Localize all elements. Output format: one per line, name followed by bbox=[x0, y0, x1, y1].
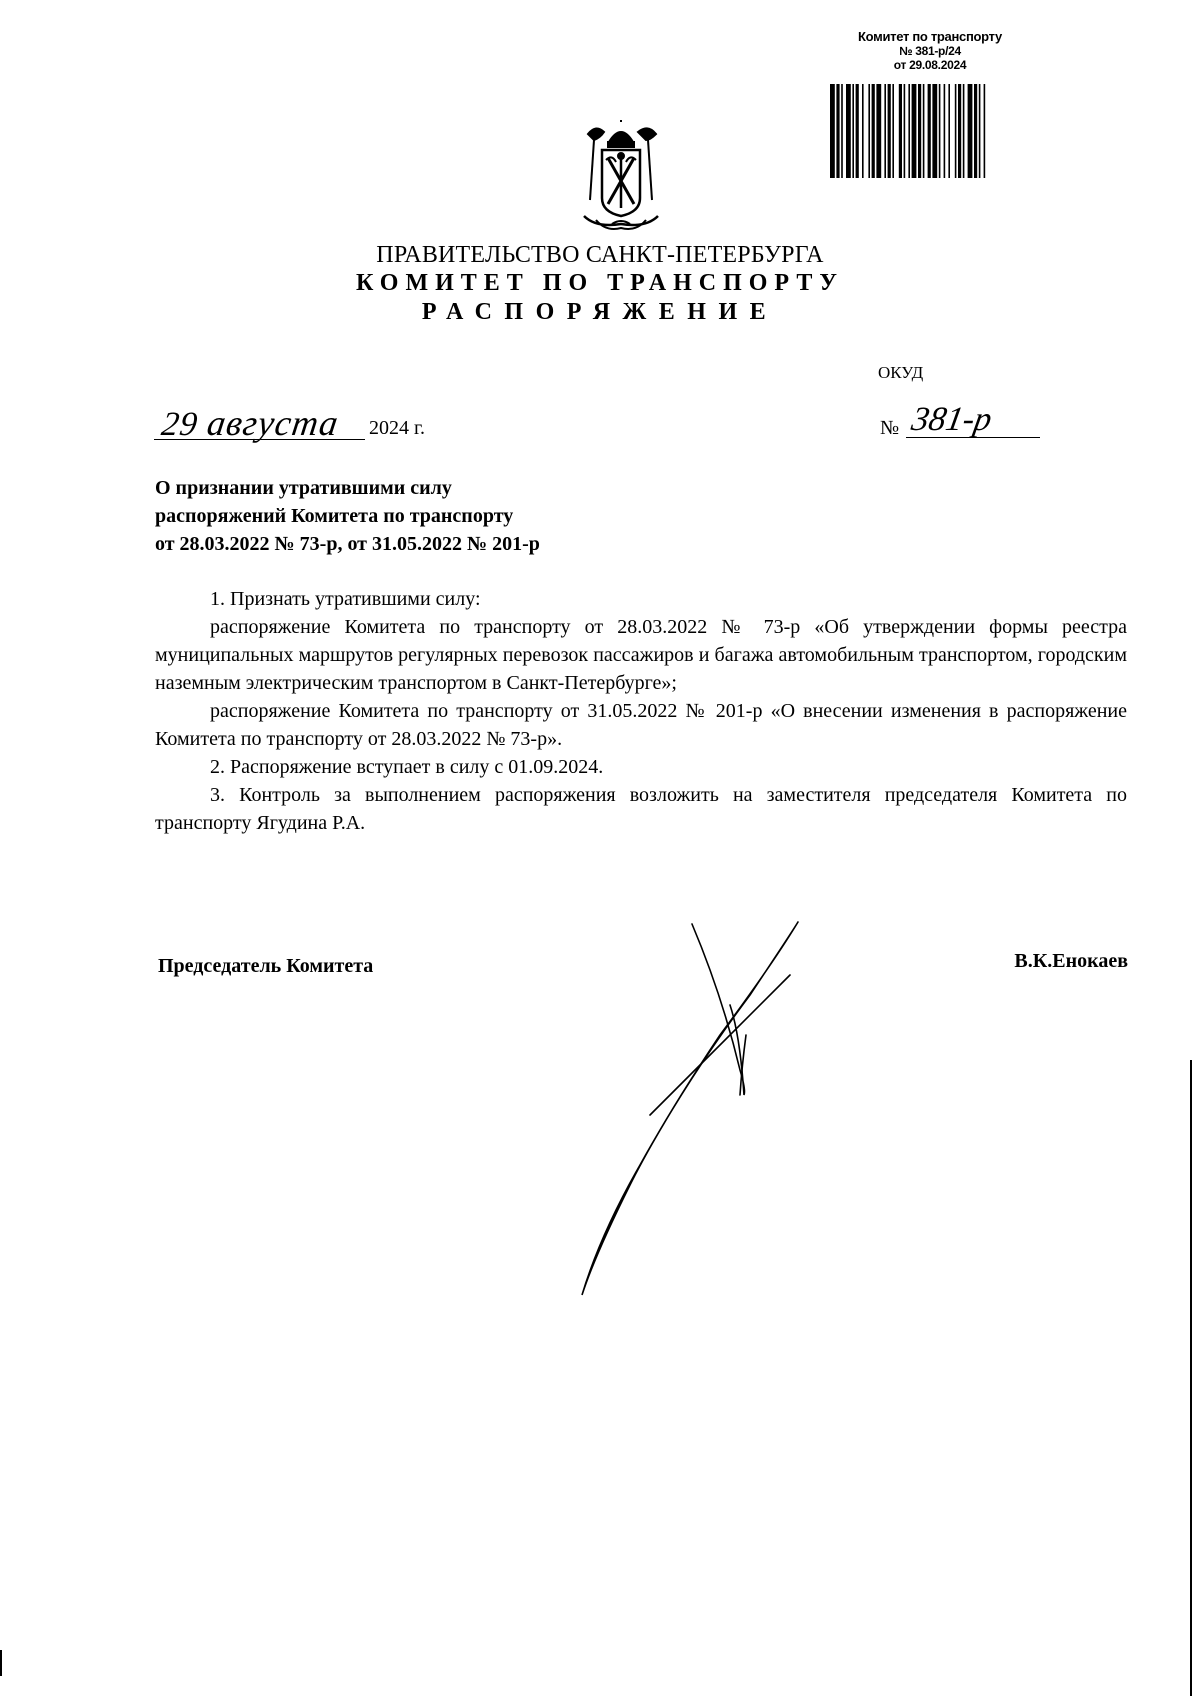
barcode-bar bbox=[868, 84, 870, 178]
paragraph-5: 3. Контроль за выполнением распоряжения возложить на заместителя председателя Комитета по транспорту Ягудина Р.А. bbox=[155, 784, 1127, 834]
barcode-bar bbox=[928, 84, 931, 178]
committee-title: КОМИТЕТ ПО ТРАНСПОРТУ bbox=[356, 270, 844, 296]
barcode-bar bbox=[918, 84, 921, 178]
date-day: 29 bbox=[159, 406, 201, 443]
barcode-bar bbox=[862, 84, 864, 178]
paragraph-2: распоряжение Комитета по транспорту от 28.03.2022 № 73-р «Об утверждении формы реестра муниципальных маршрутов регулярных перевозок пассажиров и багажа автомобильным транспортом, городским наземным электрическим транспортом в Санкт-Петербурге»; bbox=[155, 616, 1127, 694]
barcode-bar bbox=[984, 84, 986, 178]
scan-edge-tick bbox=[0, 1650, 2, 1676]
registration-stamp bbox=[820, 30, 1040, 72]
barcode-bar bbox=[892, 84, 894, 178]
subject-line-1: О признании утратившими силу bbox=[155, 477, 452, 499]
okud-label: ОКУД bbox=[878, 363, 924, 382]
barcode-bar bbox=[856, 84, 859, 178]
barcode-bar bbox=[846, 84, 851, 178]
document-subject bbox=[155, 474, 540, 558]
barcode-bar bbox=[963, 84, 965, 178]
barcode-bar bbox=[876, 84, 881, 178]
paragraph-1: 1. Признать утратившими силу: bbox=[210, 588, 481, 610]
stamp-line-2: № 381-р/24 bbox=[899, 44, 961, 58]
barcode-bar bbox=[888, 84, 891, 178]
barcode-bar bbox=[923, 84, 925, 178]
scan-edge-line bbox=[1190, 1060, 1192, 1696]
stamp-line-3: от 29.08.2024 bbox=[893, 58, 967, 72]
barcode-bar bbox=[836, 84, 839, 178]
subject-line-2: распоряжений Комитета по транспорту bbox=[155, 505, 514, 527]
barcode-bar bbox=[830, 84, 835, 178]
stamp-line-1: Комитет по транспорту bbox=[858, 29, 1002, 44]
signatory-name: В.К.Енокаев bbox=[1014, 950, 1128, 972]
barcode-bar bbox=[955, 84, 957, 178]
barcode-bar bbox=[974, 84, 977, 178]
signatory-position: Председатель Комитета bbox=[158, 955, 374, 977]
paragraph-4: 2. Распоряжение вступает в силу с 01.09.2024. bbox=[210, 756, 604, 778]
date-month: августа bbox=[204, 403, 342, 443]
barcode-bar bbox=[939, 84, 941, 178]
government-title: ПРАВИТЕЛЬСТВО САНКТ-ПЕТЕРБУРГА bbox=[376, 242, 824, 268]
coat-of-arms-icon bbox=[576, 120, 666, 235]
number-sign: № bbox=[880, 417, 900, 439]
paragraph-3: распоряжение Комитета по транспорту от 31.05.2022 № 201-р «О внесении изменения в распоряжение Комитета по транспорту от 28.03.2022 № 73-р». bbox=[155, 700, 1127, 750]
barcode-bar bbox=[958, 84, 961, 178]
handwritten-number: 381-р bbox=[908, 401, 995, 438]
date-year: 2024 г. bbox=[369, 417, 425, 439]
barcode-bar bbox=[852, 84, 854, 178]
barcode-bar bbox=[932, 84, 937, 178]
barcode-bar bbox=[899, 84, 902, 178]
handwritten-signature bbox=[540, 915, 810, 1305]
document-type: РАСПОРЯЖЕНИЕ bbox=[421, 299, 779, 325]
barcode-bar bbox=[968, 84, 973, 178]
barcode-bar bbox=[944, 84, 946, 178]
subject-line-3: от 28.03.2022 № 73-р, от 31.05.2022 № 201-р bbox=[155, 533, 540, 555]
barcode-bar bbox=[872, 84, 875, 178]
barcode-bar bbox=[912, 84, 917, 178]
barcode-icon bbox=[830, 84, 1035, 178]
barcode-bar bbox=[948, 84, 950, 178]
document-body bbox=[155, 585, 1127, 837]
barcode-bar bbox=[904, 84, 906, 178]
barcode-bar bbox=[908, 84, 910, 178]
barcode-bar bbox=[979, 84, 981, 178]
barcode-bar bbox=[884, 84, 886, 178]
barcode-bar bbox=[841, 84, 843, 178]
handwritten-date bbox=[159, 402, 341, 444]
